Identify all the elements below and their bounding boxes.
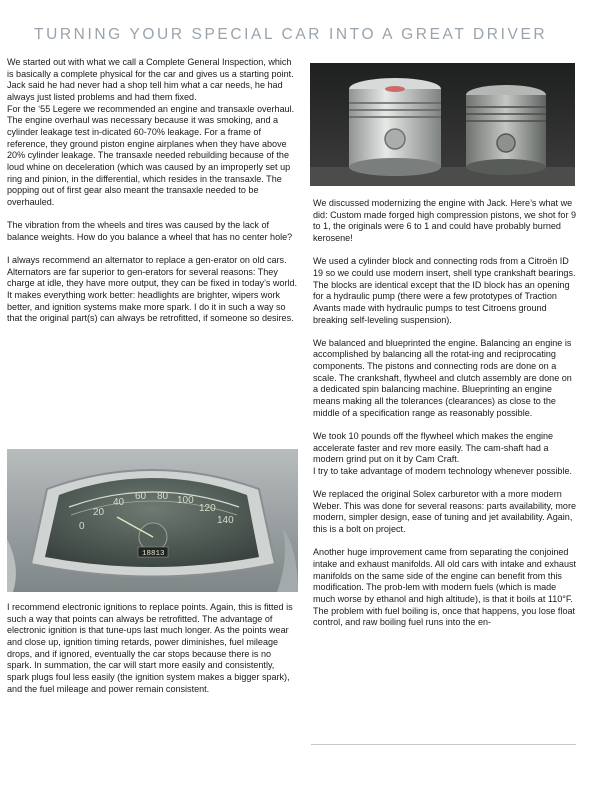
- paragraph: I recommend electronic ignitions to replace points. Again, this is fitted is such a way that points can always be retrofitted. The advantage of electronic ignition is that tune-ups last much longer. As the points wear and close up, ignition timing retards, power diminishes, fuel mileage drops, and if ignored, eventually the car stops because there is no spark. In summation, the car will start more easily and consistently, spark plugs foul less easily (the ignition system makes a bigger spark), and the fuel mileage and power remain consistent.: [7, 602, 293, 694]
- scale-label: 60: [135, 491, 147, 502]
- pistons-photo: [310, 63, 575, 186]
- scale-label: 20: [93, 507, 105, 518]
- paragraph: We replaced the original Solex carburetor with a more modern Weber. This was done for several reasons: parts availability, more modern, simpler design, ease of tuning and jet availability. Again, this is a bolt on project.: [313, 489, 576, 535]
- scale-label: 40: [113, 497, 125, 508]
- paragraph: We took 10 pounds off the flywheel which makes the engine accelerate faster and rev more easily. The cam-shaft had a modern grind put on it by Cam Craft.: [313, 430, 554, 465]
- left-column-top: [7, 57, 297, 337]
- speedometer-illustration: [7, 449, 298, 592]
- paragraph: We balanced and blueprinted the engine. Balancing an engine is accomplished by balancing all the rotat-ing and reciprocating components. The pistons and connecting rods are done on a scale. The crankshaft, flywheel and clutch assembly are done on a dedicated spin balancing machine. Blueprinting an engine means making all the tolerances (clearances) as close to the middle of a specification range as reasonably possible.: [313, 337, 572, 418]
- scale-label: 140: [217, 515, 234, 526]
- scale-label: 0: [79, 521, 85, 532]
- paragraph: We discussed modernizing the engine with Jack. Here’s what we did: Custom made forged high compression pistons, we shot for 9 to 1, the originals were 6 to 1 and could have probably burned kerosene!: [313, 198, 576, 243]
- paragraph: The vibration from the wheels and tires was caused by the lack of balance weights. How do you balance a wheel that has no center hole?: [7, 220, 293, 242]
- paragraph: I always recommend an alternator to replace a gen-erator on old cars. Alternators are far superior to gen-erators for several reasons: They charge at idle, they have more output, they can be fixed in today’s world. It makes everything work better: headlights are brighter, wipers work better, and ignition systems make more spark. I do it in such a way so that the original part(s) can always be retrofitted, if someone so desires.: [7, 255, 298, 324]
- scale-label: 100: [177, 495, 194, 506]
- page-header: TURNING YOUR SPECIAL CAR INTO A GREAT DRIVER: [34, 26, 548, 43]
- scale-label: 120: [199, 503, 216, 514]
- paragraph: For the ‘55 Legere we recommended an engine and transaxle overhaul. The engine overhaul was necessary because it was smoking, and a cylinder leakage test in-dicated 60-70% leakage. For a frame of reference, they ground piston engine airplanes when they have above 20% cylinder leakage. The transaxle needed rebuilding because of the loud whine on deceleration (which was caused by an improperly set up ring and pinion, in the differential, which resides in the transaxle. The popping out of first gear also meant the transaxle needed to be overhauled.: [7, 103, 295, 207]
- paragraph: I try to take advantage of modern technology whenever possible.: [313, 465, 572, 476]
- paragraph: We used a cylinder block and connecting rods from a Citroën ID 19 so we could use modern insert, shell type crankshaft bearings. The blocks are identical except that the ID block has an opening for a hydraulic pump (there were a few prototypes of Traction Avants made with hydraulic pumps to test Citroens ground breaking self-leveling suspension).: [313, 256, 576, 325]
- footer-divider: [311, 744, 576, 745]
- scale-label: 80: [157, 491, 169, 502]
- paragraph: We started out with what we call a Complete General Inspection, which is basically a complete physical for the car and gives us a starting point. Jack said he had never had a shop tell him what a car needs, he had always just listed problems and had them fixed.: [7, 57, 294, 102]
- odometer: 18813: [142, 550, 165, 558]
- pistons-illustration: [310, 63, 575, 186]
- paragraph: Another huge improvement came from separating the conjoined intake and exhaust manifolds. All old cars with intake and exhaust manifolds on the same side of the engine can benefit from this modification. The prob-lem with modern fuels (which is made much worse by ethanol and high altitude), is that it boils at 110°F. The problem with fuel boiling is, once that happens, you lose float control, and raw boiling fuel runs into the en-: [313, 547, 577, 628]
- left-column-bottom: [7, 602, 297, 707]
- right-column: [313, 198, 579, 641]
- speedometer-photo: [7, 449, 298, 592]
